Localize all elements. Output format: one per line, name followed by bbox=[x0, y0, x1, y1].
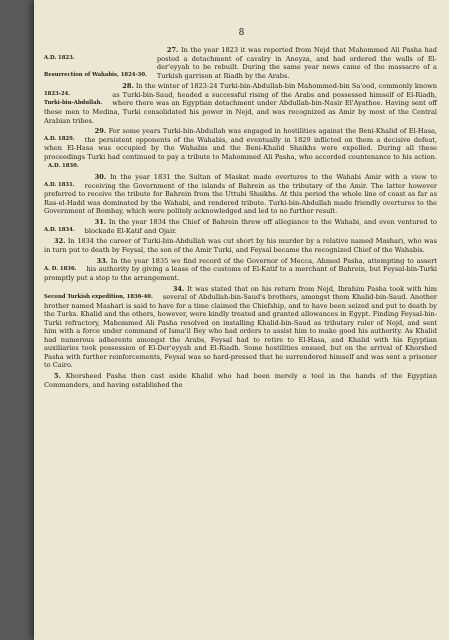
paragraph-32 bbox=[44, 237, 437, 254]
paragraph-text: In the year 1835 we find record of the Governor of Mecca, Ahmed Pasha, attempting to assert his authority by giving a lease of the customs of El-Katif to a merchant of Bahrein, but Feysal-bin-Turki promptly put a stop to the arrangement. bbox=[44, 256, 437, 282]
side-note: A.D. 1823. Resurrection of Wahabis, 1824-30. bbox=[44, 55, 147, 79]
paragraph-text: Khorsheed Pasha then cast aside Khalid who had been merely a tool in the hands of the Egyptian Commanders, and having established the bbox=[44, 372, 437, 389]
paragraph-5 bbox=[44, 372, 437, 389]
paragraph-31 bbox=[44, 218, 437, 235]
paragraph-text: In 1834 the career of Turki-bin-Abdullah was cut short by his murder by a relative named Mashari, who was in turn put to death by Feysal, the son of the Amir Turki, and Feysal became the recognized Chief of the Wahabis. bbox=[44, 237, 437, 254]
paragraph-30 bbox=[44, 173, 437, 216]
paragraph-text: It was stated that on his return from Nejd, Ibrahim Pasha took with him several of Abdullah-bin-Saud's brothers, amongst them Khalid-bin-Saud. Another brother named Mashari is said to have for a time claimed the Chiefship, and to have been seized and put to death by the Turks. Khalid and the others, however, were kindly treated and granted allowances in Egypt. Finding Feysal-bin-Turki refractory, Mahommed Ali Pasha resolved on installing Khalid-bin-Saud as tributary ruler of Nejd, and sent him with a force under command of Isma'il Bey who had orders to assist him to make good his authority. As Khalid had numerous adherents amongst the Arabs, Feysal had to retire to El-Hasa, and Khalid with his Egyptian auxiliaries took possession of El-Der'eyyah and El-Riadh. Some hostilities ensued, but on the arrival of Khorshed Pasha with further reinforcements, Feysal was so hard-pressed that he surrendered himself and was sent a prisoner to Cairo. bbox=[44, 284, 437, 370]
paragraph-27 bbox=[44, 46, 437, 80]
paragraph-text: In the year 1834 the Chief of Bahrein threw off allegiance to the Wahabi, and even ventured to blockade El-Katif and Ojair. bbox=[84, 218, 437, 235]
side-note: A. D. 1836. bbox=[44, 265, 77, 272]
paragraph-number: 33. bbox=[96, 256, 108, 265]
paragraph-text: In the year 1823 it was reported from Nejd that Mahommed Ali Pasha had posted a detachment of cavalry in Aneyza, and had ordered the walls of El-der'eyyah to be rebuilt. During the same year news came of the massacre of a Turkish garrison at Riadh by the Arabs. bbox=[156, 46, 437, 80]
paragraph-34 bbox=[44, 285, 437, 370]
side-note: A.D. 1829. bbox=[44, 136, 75, 143]
paragraph-33 bbox=[44, 257, 437, 283]
page-body bbox=[44, 46, 437, 391]
paragraph-number: 32. bbox=[54, 237, 66, 246]
paragraph-number: 27. bbox=[166, 46, 179, 54]
paragraph-number: 34. bbox=[172, 284, 185, 293]
paragraph-number: 5. bbox=[54, 372, 61, 381]
side-note: 1823-24. Turki-bin-Abdullah. bbox=[44, 91, 103, 106]
side-note-2: A.D. 1830. bbox=[48, 163, 79, 170]
document-page bbox=[34, 0, 449, 640]
paragraph-number: 31. bbox=[94, 218, 107, 227]
page-number: 8 bbox=[238, 28, 245, 38]
paragraph-text: In the year 1831 the Sultan of Maskat made overtures to the Wahabi Amir with a view to receiving the Government of the islands of Bahrein as the tributary of the Amir. The latter however preferred to receive the tribute for Bahrein from the Uttubi Shaikhs. At this period the whole line of coast as far as Ras-el-Hadd was dominated by the Wahabi, and rendered tribute. Turki-bin-Abdullah made friendly overtures to the Government of Bombay, which were politely acknowledged and led to no further result. bbox=[44, 173, 437, 216]
paragraph-number: 29. bbox=[94, 127, 107, 136]
paragraph-28 bbox=[44, 82, 437, 125]
side-note: Second Turkish expedition, 1836-40. bbox=[44, 293, 153, 300]
side-note: A.D. 1834. bbox=[44, 227, 75, 234]
paragraph-number: 28. bbox=[122, 82, 134, 91]
paragraph-number: 30. bbox=[94, 173, 107, 182]
paragraph-29 bbox=[44, 127, 437, 171]
side-note: A.D. 1831. bbox=[44, 182, 75, 189]
paragraph-text: In the winter of 1823-24 Turki-bin-Abdullah-bin Mahommed-bin Sa'ood, commonly known as Turki-bin-Saud, headed a successful rising of the Arabs and possessed himself of El-Riadh, where there was an Egyptian detachment under Abdullah-bin-Nasir El'Ayathee. Having sent off these men to Medina, Turki consolidated his power in Nejd, and was recognized as Amir by most of the Central Arabian tribes. bbox=[44, 82, 437, 125]
paragraph-text: For some years Turki-bin-Abdullah was engaged in hostilities against the Beni-Khalid of El-Hasa, the persistent opponents of the Wahabis, and eventually in 1829 inflicted on them a decisive defeat, when El-Hasa was occupied by the Wahabis and the Beni-Khalid Shaikhs were expelled. During all these proceedings Turki had continued to pay a tribute to Mahommed Ali Pasha, who accorded countenance to his action. bbox=[44, 127, 437, 161]
